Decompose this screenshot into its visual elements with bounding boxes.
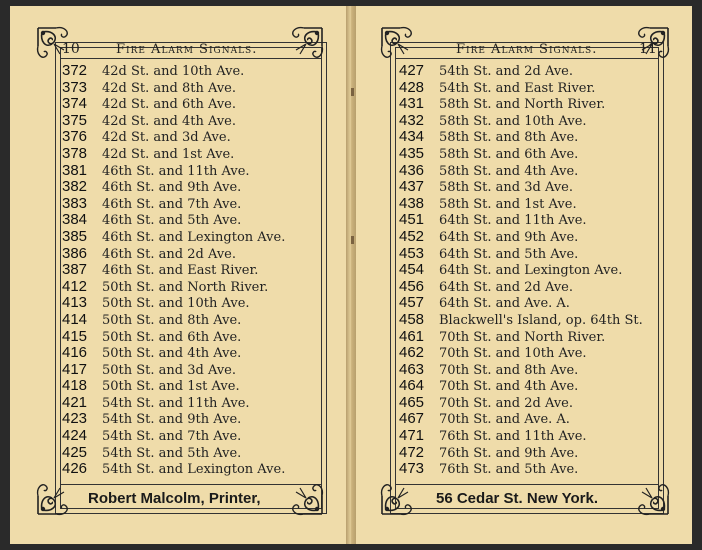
- alarm-box-location: 64th St. and Ave. A.: [439, 296, 570, 312]
- alarm-entry-row: [399, 295, 669, 312]
- alarm-box-number: 467: [399, 410, 425, 428]
- alarm-box-location: 70th St. and Ave. A.: [439, 412, 570, 428]
- alarm-box-location: 46th St. and 7th Ave.: [102, 196, 242, 212]
- alarm-box-number: 373: [62, 78, 88, 96]
- alarm-signal-list: [399, 63, 669, 478]
- alarm-box-number: 412: [62, 277, 88, 295]
- corner-ornament-bottom-right-icon: [286, 478, 326, 518]
- page-number: 10: [62, 41, 80, 57]
- alarm-entry-row: [399, 63, 669, 80]
- alarm-entry-row: [399, 229, 669, 246]
- alarm-box-number: 438: [399, 194, 425, 212]
- alarm-box-location: 42d St. and 10th Ave.: [102, 64, 245, 79]
- alarm-entry-row: [62, 146, 332, 163]
- alarm-box-number: 426: [62, 460, 88, 478]
- alarm-entry-row: [62, 163, 332, 180]
- alarm-entry-row: [399, 179, 669, 196]
- alarm-box-number: 385: [62, 227, 88, 245]
- alarm-box-number: 436: [399, 161, 425, 179]
- alarm-box-location: 64th St. and 9th Ave.: [439, 229, 579, 245]
- corner-ornament-bottom-right-icon: [632, 478, 672, 518]
- alarm-box-location: 76th St. and 9th Ave.: [439, 445, 579, 461]
- alarm-box-location: 46th St. and 9th Ave.: [102, 180, 242, 196]
- alarm-entry-row: [62, 345, 332, 362]
- alarm-box-number: 384: [62, 211, 88, 229]
- alarm-entry-row: [399, 246, 669, 263]
- alarm-entry-row: [399, 196, 669, 213]
- corner-ornament-top-left-icon: [378, 24, 418, 64]
- alarm-box-location: 54th St. and 2d Ave.: [439, 64, 573, 79]
- alarm-box-number: 472: [399, 443, 425, 461]
- alarm-box-location: 50th St. and 4th Ave.: [102, 346, 242, 362]
- alarm-box-number: 454: [399, 261, 425, 279]
- left-page: [10, 6, 346, 544]
- page-number: 11: [639, 41, 657, 57]
- alarm-entry-row: [62, 80, 332, 97]
- alarm-box-location: 50th St. and 8th Ave.: [102, 312, 242, 328]
- alarm-entry-row: [399, 395, 669, 412]
- alarm-box-number: 424: [62, 427, 88, 445]
- corner-ornament-bottom-left-icon: [378, 478, 418, 518]
- alarm-box-number: 452: [399, 227, 425, 245]
- printer-credit: Robert Malcolm, Printer,: [88, 490, 261, 507]
- alarm-box-location: 54th St. and Lexington Ave.: [102, 462, 286, 478]
- alarm-box-location: 46th St. and East River.: [102, 263, 259, 279]
- alarm-box-number: 465: [399, 393, 425, 411]
- alarm-entry-row: [399, 262, 669, 279]
- alarm-box-number: 461: [399, 327, 425, 345]
- alarm-entry-row: [399, 80, 669, 97]
- alarm-entry-row: [399, 113, 669, 130]
- alarm-box-number: 462: [399, 344, 425, 362]
- alarm-box-location: 42d St. and 4th Ave.: [102, 113, 236, 129]
- alarm-box-number: 434: [399, 128, 425, 146]
- alarm-box-location: 42d St. and 6th Ave.: [102, 97, 236, 113]
- alarm-box-number: 378: [62, 144, 88, 162]
- alarm-entry-row: [399, 129, 669, 146]
- alarm-entry-row: [62, 129, 332, 146]
- alarm-entry-row: [399, 146, 669, 163]
- alarm-box-number: 421: [62, 393, 88, 411]
- alarm-box-number: 427: [399, 62, 425, 79]
- alarm-box-number: 416: [62, 344, 88, 362]
- alarm-entry-row: [62, 445, 332, 462]
- alarm-entry-row: [62, 196, 332, 213]
- alarm-box-number: 453: [399, 244, 425, 262]
- page-header-title: Fire Alarm Signals.: [456, 42, 598, 57]
- page-header-title: Fire Alarm Signals.: [116, 42, 258, 57]
- alarm-entry-row: [399, 163, 669, 180]
- binding-thread: [351, 236, 354, 244]
- alarm-box-location: 70th St. and 2d Ave.: [439, 395, 573, 411]
- alarm-box-number: 428: [399, 78, 425, 96]
- right-page: [356, 6, 692, 544]
- alarm-box-location: 46th St. and Lexington Ave.: [102, 229, 286, 245]
- alarm-box-number: 414: [62, 310, 88, 328]
- alarm-entry-row: [62, 262, 332, 279]
- alarm-entry-row: [399, 312, 669, 329]
- alarm-box-location: 58th St. and 4th Ave.: [439, 163, 579, 179]
- alarm-box-location: 50th St. and 3d Ave.: [102, 362, 236, 378]
- alarm-entry-row: [62, 96, 332, 113]
- binding-thread: [351, 88, 354, 96]
- alarm-entry-row: [399, 279, 669, 296]
- alarm-box-location: 64th St. and 2d Ave.: [439, 279, 573, 295]
- book-gutter: [346, 6, 356, 544]
- alarm-entry-row: [62, 63, 332, 80]
- alarm-box-location: 58th St. and North River.: [439, 97, 606, 113]
- alarm-box-location: 46th St. and 2d Ave.: [102, 246, 236, 262]
- alarm-box-location: 42d St. and 8th Ave.: [102, 80, 236, 96]
- alarm-box-location: 64th St. and Lexington Ave.: [439, 263, 623, 279]
- alarm-entry-row: [399, 428, 669, 445]
- alarm-box-location: 46th St. and 11th Ave.: [102, 163, 250, 179]
- alarm-entry-row: [399, 345, 669, 362]
- alarm-box-number: 458: [399, 310, 425, 328]
- alarm-box-location: 46th St. and 5th Ave.: [102, 213, 242, 229]
- alarm-entry-row: [62, 212, 332, 229]
- alarm-box-number: 437: [399, 178, 425, 196]
- alarm-box-location: 50th St. and 10th Ave.: [102, 296, 250, 312]
- alarm-box-location: 76th St. and 5th Ave.: [439, 462, 579, 478]
- alarm-entry-row: [399, 411, 669, 428]
- alarm-box-number: 372: [62, 62, 88, 79]
- footer-rule: [60, 484, 322, 485]
- alarm-entry-row: [62, 428, 332, 445]
- alarm-box-location: 58th St. and 10th Ave.: [439, 113, 587, 129]
- alarm-box-location: 54th St. and 7th Ave.: [102, 429, 242, 445]
- header-rule: [60, 58, 322, 59]
- alarm-entry-row: [62, 378, 332, 395]
- alarm-box-number: 418: [62, 377, 88, 395]
- alarm-entry-row: [399, 445, 669, 462]
- alarm-entry-row: [62, 295, 332, 312]
- alarm-entry-row: [62, 246, 332, 263]
- alarm-box-number: 456: [399, 277, 425, 295]
- alarm-box-location: 64th St. and 5th Ave.: [439, 246, 579, 262]
- alarm-box-number: 417: [62, 360, 88, 378]
- alarm-box-number: 376: [62, 128, 88, 146]
- alarm-entry-row: [399, 378, 669, 395]
- alarm-box-location: 54th St. and 9th Ave.: [102, 412, 242, 428]
- alarm-entry-row: [399, 96, 669, 113]
- alarm-box-location: 70th St. and North River.: [439, 329, 606, 345]
- alarm-box-number: 415: [62, 327, 88, 345]
- alarm-box-location: 42d St. and 1st Ave.: [102, 146, 235, 162]
- corner-ornament-bottom-left-icon: [34, 478, 74, 518]
- alarm-box-location: 50th St. and North River.: [102, 279, 269, 295]
- alarm-entry-row: [62, 229, 332, 246]
- alarm-entry-row: [62, 179, 332, 196]
- alarm-signal-list: [62, 63, 332, 478]
- alarm-box-number: 387: [62, 261, 88, 279]
- alarm-box-number: 464: [399, 377, 425, 395]
- corner-ornament-top-right-icon: [286, 24, 326, 64]
- alarm-box-number: 473: [399, 460, 425, 478]
- alarm-box-location: 54th St. and 11th Ave.: [102, 395, 250, 411]
- alarm-box-location: 58th St. and 1st Ave.: [439, 196, 577, 212]
- alarm-entry-row: [399, 461, 669, 478]
- alarm-entry-row: [62, 312, 332, 329]
- header-rule: [395, 58, 659, 59]
- alarm-entry-row: [62, 395, 332, 412]
- alarm-box-number: 381: [62, 161, 88, 179]
- alarm-box-location: 76th St. and 11th Ave.: [439, 429, 587, 445]
- alarm-box-number: 463: [399, 360, 425, 378]
- alarm-entry-row: [62, 411, 332, 428]
- alarm-box-location: 58th St. and 8th Ave.: [439, 130, 579, 146]
- footer-rule: [395, 484, 659, 485]
- alarm-box-location: 42d St. and 3d Ave.: [102, 130, 231, 146]
- alarm-box-location: 58th St. and 3d Ave.: [439, 180, 573, 196]
- alarm-box-number: 375: [62, 111, 88, 129]
- alarm-box-location: 54th St. and East River.: [439, 80, 596, 96]
- alarm-entry-row: [62, 362, 332, 379]
- alarm-box-number: 471: [399, 427, 425, 445]
- alarm-box-number: 386: [62, 244, 88, 262]
- alarm-box-location: 70th St. and 10th Ave.: [439, 346, 587, 362]
- alarm-box-number: 425: [62, 443, 88, 461]
- alarm-box-number: 423: [62, 410, 88, 428]
- alarm-box-location: 54th St. and 5th Ave.: [102, 445, 242, 461]
- alarm-box-number: 383: [62, 194, 88, 212]
- alarm-entry-row: [399, 212, 669, 229]
- alarm-box-number: 413: [62, 294, 88, 312]
- alarm-entry-row: [62, 461, 332, 478]
- alarm-box-number: 431: [399, 95, 425, 113]
- printer-address: 56 Cedar St. New York.: [436, 490, 599, 507]
- alarm-entry-row: [62, 329, 332, 346]
- alarm-box-location: 70th St. and 8th Ave.: [439, 362, 579, 378]
- alarm-box-number: 435: [399, 144, 425, 162]
- alarm-box-location: 64th St. and 11th Ave.: [439, 213, 587, 229]
- alarm-box-location: Blackwell's Island, op. 64th St.: [439, 312, 643, 328]
- alarm-entry-row: [399, 329, 669, 346]
- alarm-entry-row: [399, 362, 669, 379]
- alarm-box-location: 58th St. and 6th Ave.: [439, 146, 579, 162]
- alarm-box-location: 70th St. and 4th Ave.: [439, 379, 579, 395]
- alarm-box-number: 432: [399, 111, 425, 129]
- alarm-box-number: 382: [62, 178, 88, 196]
- alarm-entry-row: [62, 279, 332, 296]
- alarm-box-number: 457: [399, 294, 425, 312]
- alarm-box-location: 50th St. and 6th Ave.: [102, 329, 242, 345]
- alarm-box-number: 451: [399, 211, 425, 229]
- alarm-box-location: 50th St. and 1st Ave.: [102, 379, 240, 395]
- alarm-entry-row: [62, 113, 332, 130]
- alarm-box-number: 374: [62, 95, 88, 113]
